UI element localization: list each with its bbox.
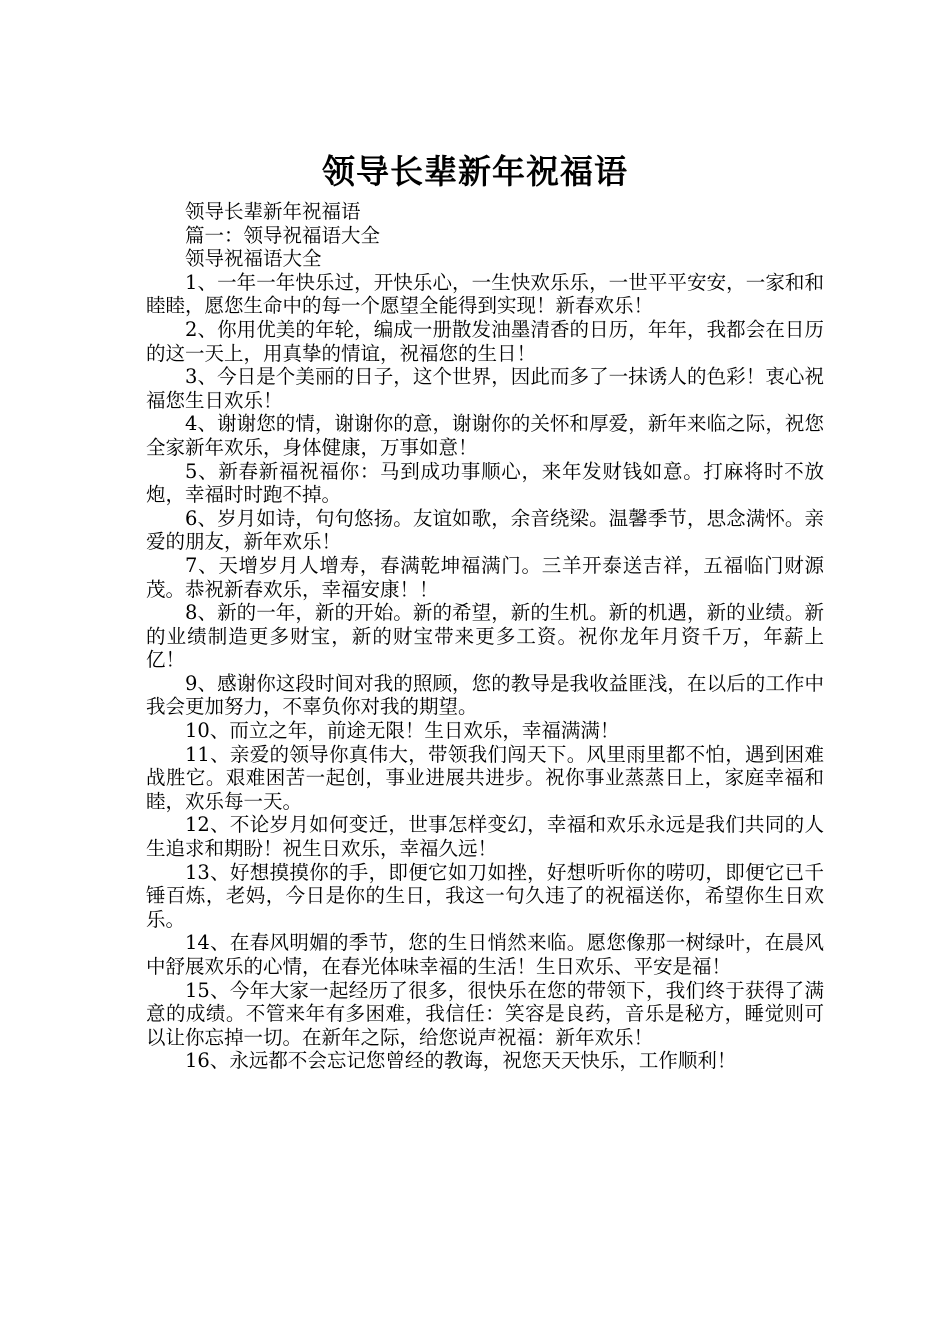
paragraph: 15、今年大家一起经历了很多，很快乐在您的带领下，我们终于获得了满意的成绩。不管来年有多困难，我信任：笑容是良药，音乐是秘方，睡觉则可以让你忘掉一切。在新年之际，给您说声祝福：新年欢乐！ xyxy=(146,978,824,1049)
paragraph: 7、天增岁月人增寿，春满乾坤福满门。三羊开泰送吉祥，五福临门财源茂。恭祝新春欢乐，幸福安康！！ xyxy=(146,553,824,601)
paragraph: 领导祝福语大全 xyxy=(185,247,322,271)
paragraph: 1、一年一年快乐过，开快乐心，一生快欢乐乐，一世平平安安，一家和和睦睦，愿您生命中的每一个愿望全能得到实现！新春欢乐！ xyxy=(146,270,824,318)
paragraph: 4、谢谢您的情，谢谢你的意，谢谢你的关怀和厚爱，新年来临之际，祝您全家新年欢乐，身体健康，万事如意！ xyxy=(146,412,824,459)
paragraph: 篇一：领导祝福语大全 xyxy=(185,223,381,247)
paragraph: 9、感谢你这段时间对我的照顾，您的教导是我收益匪浅，在以后的工作中我会更加努力，不辜负你对我的期望。 xyxy=(146,671,824,719)
paragraph: 领导长辈新年祝福语 xyxy=(185,200,361,223)
paragraph: 5、新春新福祝福你：马到成功事顺心，来年发财钱如意。打麻将时不放炮，幸福时时跑不掉。 xyxy=(146,459,824,507)
document-title: 领导长辈新年祝福语 xyxy=(322,152,628,192)
document-body xyxy=(146,200,824,1073)
paragraph: 6、岁月如诗，句句悠扬。友谊如歌，余音绕梁。温馨季节，思念满怀。亲爱的朋友，新年欢乐！ xyxy=(146,506,824,554)
paragraph: 2、你用优美的年轮，编成一册散发油墨清香的日历，年年，我都会在日历的这一天上，用真挚的情谊，祝福您的生日！ xyxy=(146,317,824,365)
paragraph: 16、永远都不会忘记您曾经的教诲，祝您天天快乐，工作顺利！ xyxy=(185,1049,737,1073)
paragraph: 12、不论岁月如何变迁，世事怎样变幻，幸福和欢乐永远是我们共同的人生追求和期盼！祝生日欢乐，幸福久远！ xyxy=(146,813,824,861)
paragraph: 13、好想摸摸你的手，即便它如刀如挫，好想听听你的唠叨，即便它已千锤百炼，老妈，今日是你的生日，我这一句久违了的祝福送你，希望你生日欢乐。 xyxy=(146,860,824,931)
paragraph: 14、在春风明媚的季节，您的生日悄然来临。愿您像那一树绿叶，在晨风中舒展欢乐的心情，在春光体味幸福的生活！生日欢乐、平安是福！ xyxy=(146,931,824,978)
paragraph: 3、今日是个美丽的日子，这个世界，因此而多了一抹诱人的色彩！衷心祝福您生日欢乐！ xyxy=(146,365,824,412)
paragraph: 11、亲爱的领导你真伟大，带领我们闯天下。风里雨里都不怕，遇到困难战胜它。艰难困苦一起创，事业进展共进步。祝你事业蒸蒸日上，家庭幸福和睦，欢乐每一天。 xyxy=(146,742,824,813)
paragraph: 8、新的一年，新的开始。新的希望，新的生机。新的机遇，新的业绩。新的业绩制造更多财宝，新的财宝带来更多工资。祝你龙年月资千万，年薪上亿！ xyxy=(146,601,824,672)
paragraph: 10、而立之年，前途无限！生日欢乐，幸福满满！ xyxy=(185,719,620,743)
